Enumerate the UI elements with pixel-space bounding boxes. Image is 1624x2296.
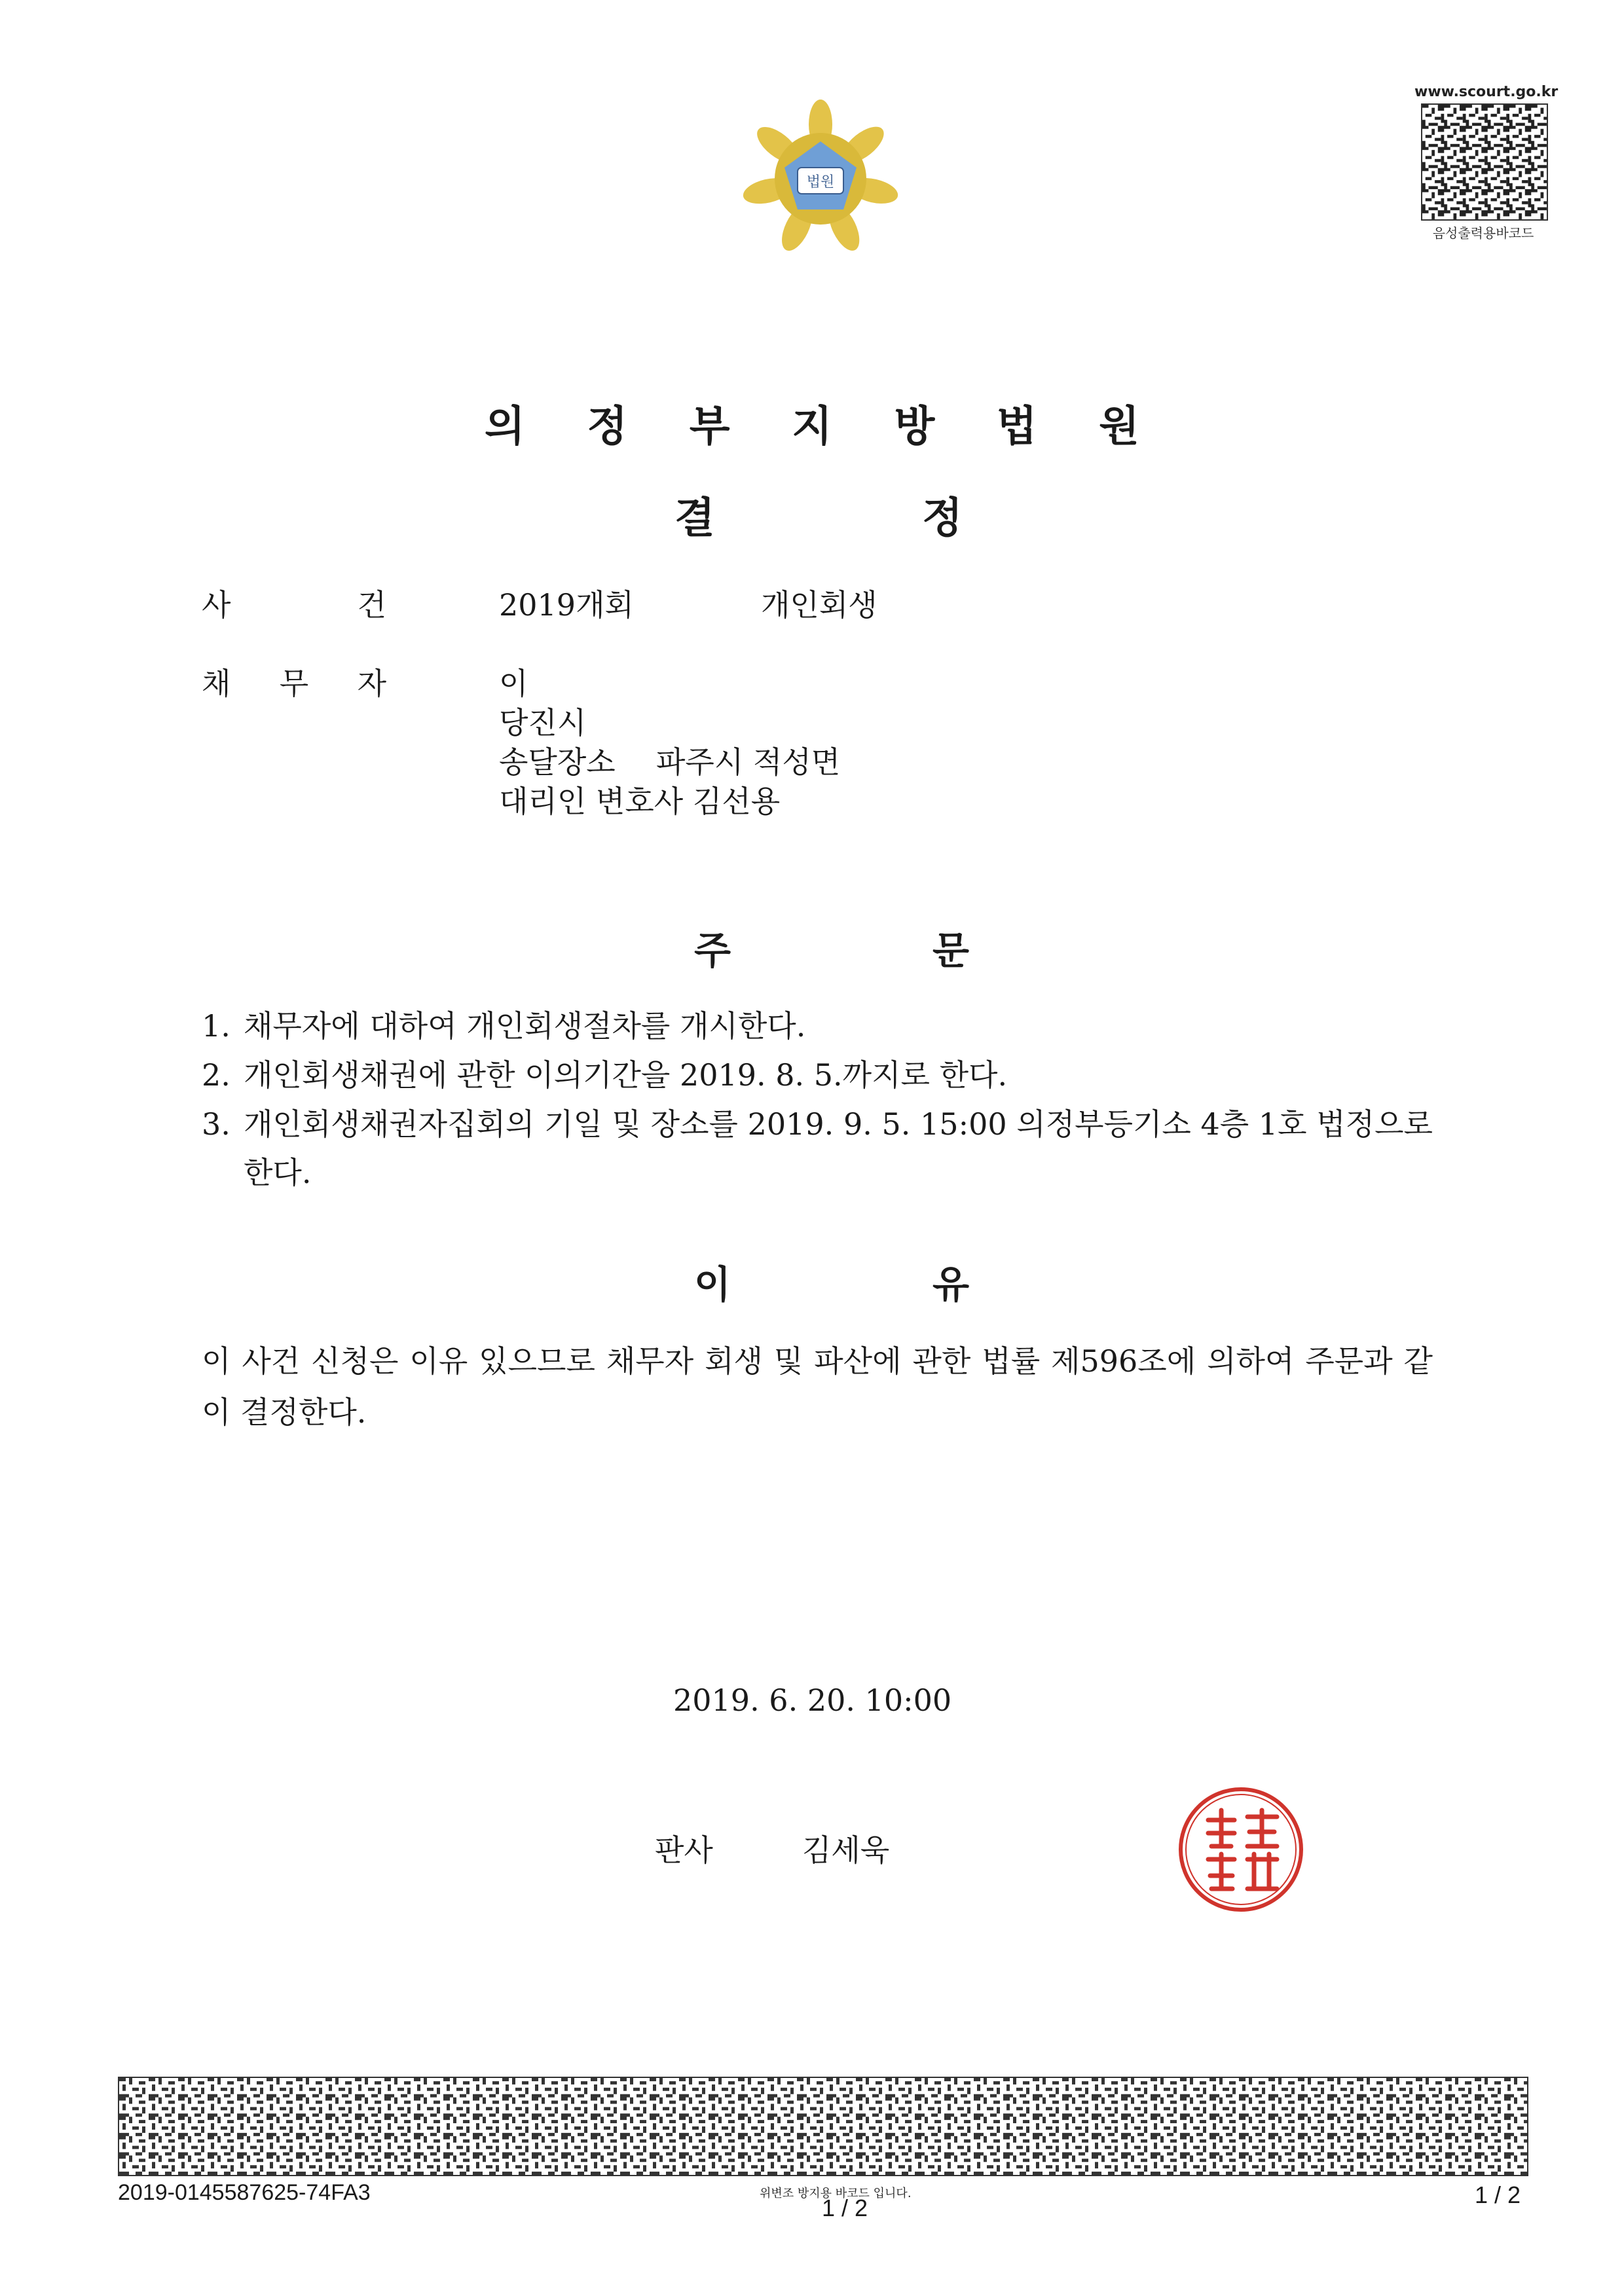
voice-output-qr-code (1421, 103, 1548, 221)
qr-caption: 음성출력용바코드 (1432, 225, 1534, 241)
page-number-right: 1 / 2 (1475, 2181, 1521, 2208)
document-id: 2019-0145587625-74FA3 (118, 2180, 371, 2205)
svg-text:법원: 법원 (806, 174, 835, 191)
case-label-char: 건 (357, 587, 386, 623)
debtor-name: 이 (499, 666, 528, 701)
order-item-number: 2. (202, 1057, 231, 1093)
forgery-note: 위변조 방지용 바코드 입니다. (760, 2187, 912, 2200)
document-title-char: 정 (922, 494, 963, 543)
order-item-text: 개인회생채권에 관한 이의기간을 2019. 8. 5.까지로 한다. (244, 1057, 1008, 1093)
case-number: 2019개회 (499, 587, 634, 623)
order-title-char: 주 (694, 928, 731, 973)
debtor-label (202, 660, 386, 703)
service-address: 파주시 적성면 (656, 744, 841, 780)
order-item (202, 1051, 1433, 1099)
reason-title-char: 유 (932, 1262, 969, 1307)
case-type: 개인회생 (761, 587, 877, 623)
document-title-char: 결 (674, 494, 715, 543)
service-label: 송달장소 (499, 744, 616, 780)
debtor-agent: 대리인 변호사 김선용 (499, 784, 781, 819)
qr-url-text: www.scourt.go.kr (1414, 84, 1559, 100)
judge-seal-icon (1172, 1781, 1310, 1918)
court-name-char: 정 (587, 403, 628, 451)
order-item-text: 개인회생채권자집회의 기일 및 장소를 2019. 9. 5. 15:00 의정부등기소 4층 1호 법정으로 한다. (244, 1106, 1433, 1190)
court-name-char: 의 (485, 403, 525, 451)
order-item-text: 채무자에 대하여 개인회생절차를 개시한다. (244, 1008, 806, 1044)
anti-forgery-barcode (118, 2077, 1528, 2176)
debtor-label-char: 자 (357, 666, 386, 701)
document-title (674, 484, 963, 545)
court-name-char: 법 (996, 403, 1037, 451)
judge-role: 판사 (655, 1832, 713, 1868)
debtor-label-char: 채 (202, 666, 231, 701)
order-item-number: 3. (202, 1106, 231, 1142)
court-name-char: 방 (894, 403, 935, 451)
reason-title-char: 이 (694, 1262, 731, 1307)
case-label (202, 581, 386, 625)
reason-title (694, 1254, 969, 1309)
court-name-char: 원 (1099, 403, 1139, 451)
debtor-address: 당진시 (499, 705, 587, 740)
order-item (202, 1100, 1433, 1197)
decision-date: 2019. 6. 20. 10:00 (673, 1683, 952, 1718)
page-number-center: 1 / 2 (822, 2195, 868, 2221)
court-name-char: 지 (792, 403, 832, 451)
order-item-number: 1. (202, 1008, 231, 1044)
court-name-char: 부 (689, 403, 730, 451)
judge-name: 김세욱 (802, 1832, 890, 1868)
court-emblem-icon (739, 97, 902, 261)
court-name (485, 393, 1139, 453)
case-label-char: 사 (202, 587, 231, 623)
debtor-label-char: 무 (279, 666, 309, 701)
order-title-char: 문 (932, 928, 969, 973)
order-item (202, 1002, 1433, 1050)
order-title (694, 920, 969, 975)
reason-text: 이 사건 신청은 이유 있으므로 채무자 회생 및 파산에 관한 법률 제596조에 의하여 주문과 같이 결정한다. (202, 1343, 1433, 1430)
